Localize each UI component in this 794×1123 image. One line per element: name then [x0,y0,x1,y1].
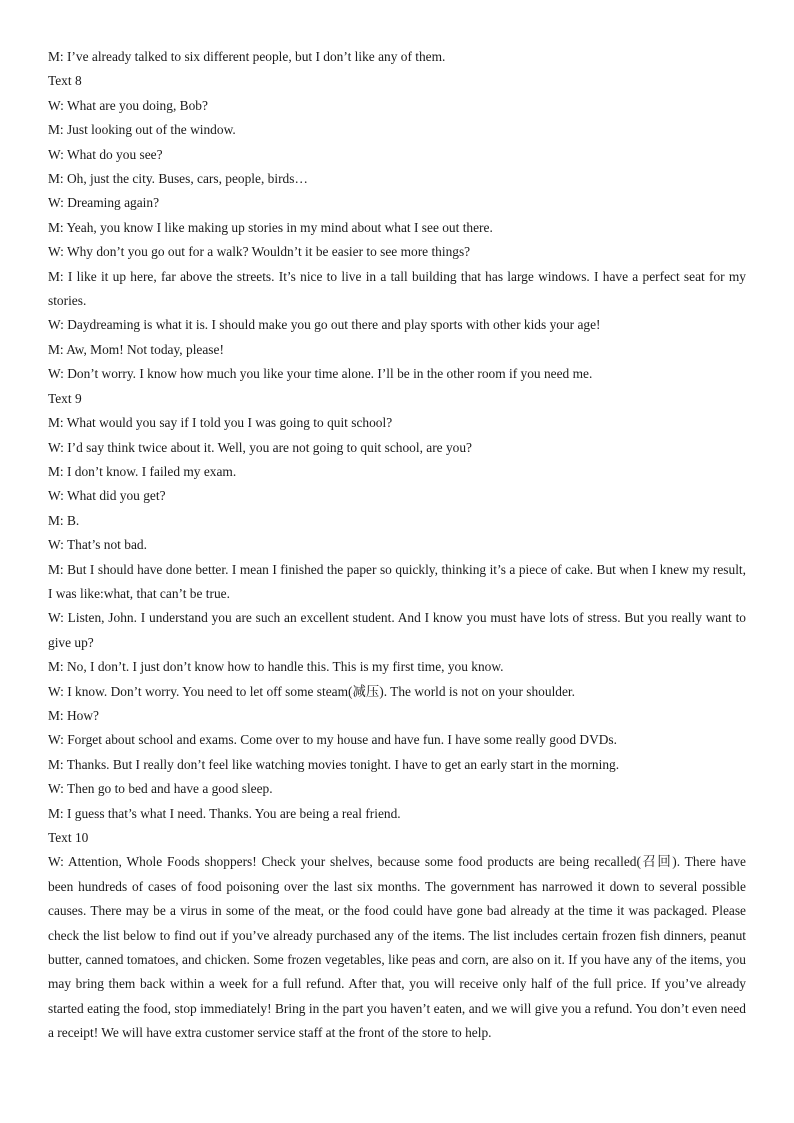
dialogue-line: M: I don’t know. I failed my exam. [48,463,237,479]
dialogue-line: W: Don’t worry. I know how much you like your time alone. I’ll be in the other room if you need me. [48,366,593,382]
dialogue-line: M: I guess that’s what I need. Thanks. You are being a real friend. [48,805,401,821]
dialogue-line: W: Forget about school and exams. Come over to my house and have fun. I have some really good DVDs. [48,732,617,748]
dialogue-line: W: Then go to bed and have a good sleep. [48,781,273,797]
dialogue-line: W: What did you get? [48,488,166,504]
dialogue-line: M: B. [48,512,80,528]
dialogue-line: M: Just looking out of the window. [48,122,236,138]
announcement-paragraph: W: Attention, Whole Foods shoppers! Check your shelves, because some food products are being recalled(召回). There have been hundreds of cases of food poisoning over the last six months. The government has narrowed it down to several possible causes. There may be a virus in some of the meat, or the food could have gone bad already at the time it was packaged. Please check the list below to find out if you’ve already purchased any of the items. The list includes certain frozen fish dinners, peanut butter, canned tomatoes, and chicken. Some frozen vegetables, like peas and corn, are also on it. If you have any of the items, you may bring them back within a week for a full refund. After that, you will receive only half of the full price. If you’ve already started eating the food, stop immediately! Bring in the part you haven’t eaten, and we will give you a refund. You don’t even need a receipt! We will have extra customer service staff at the front of the store to help. [48,854,746,1041]
dialogue-line: W: What are you doing, Bob? [48,97,208,113]
section-heading-text-8: Text 8 [48,73,82,89]
dialogue-line: W: That’s not bad. [48,537,147,553]
dialogue-line: W: I’d say think twice about it. Well, you are not going to quit school, are you? [48,439,472,455]
dialogue-line: M: Aw, Mom! Not today, please! [48,341,224,357]
dialogue-line: W: Daydreaming is what it is. I should make you go out there and play sports with other kids your age! [48,317,601,333]
dialogue-line: M: I like it up here, far above the streets. It’s nice to live in a tall building that has large windows. I have a perfect seat for my stories. [48,268,746,309]
section-heading-text-10: Text 10 [48,830,89,845]
dialogue-line: M: But I should have done better. I mean I finished the paper so quickly, thinking it’s a piece of cake. But when I knew my result, I was like:what, that can’t be true. [48,561,746,601]
dialogue-line: W: I know. Don’t worry. You need to let off some steam(减压). The world is not on your shoulder. [48,683,576,699]
dialogue-line: M: How? [48,707,99,723]
dialogue-line: W: What do you see? [48,146,163,162]
dialogue-line: M: I’ve already talked to six different people, but I don’t like any of them. [48,49,446,64]
dialogue-line: M: What would you say if I told you I was going to quit school? [48,415,393,431]
section-heading-text-9: Text 9 [48,390,82,406]
dialogue-line: W: Dreaming again? [48,195,160,211]
dialogue-line: M: Thanks. But I really don’t feel like watching movies tonight. I have to get an early start in the morning. [48,756,620,772]
dialogue-line: W: Listen, John. I understand you are such an excellent student. And I know you must have lots of stress. But you really want to give up? [48,610,746,650]
dialogue-line: W: Why don’t you go out for a walk? Wouldn’t it be easier to see more things? [48,244,471,260]
dialogue-line: M: Oh, just the city. Buses, cars, people, birds… [48,171,308,187]
dialogue-line: M: No, I don’t. I just don’t know how to handle this. This is my first time, you know. [48,659,504,675]
dialogue-line: M: Yeah, you know I like making up stories in my mind about what I see out there. [48,219,493,235]
